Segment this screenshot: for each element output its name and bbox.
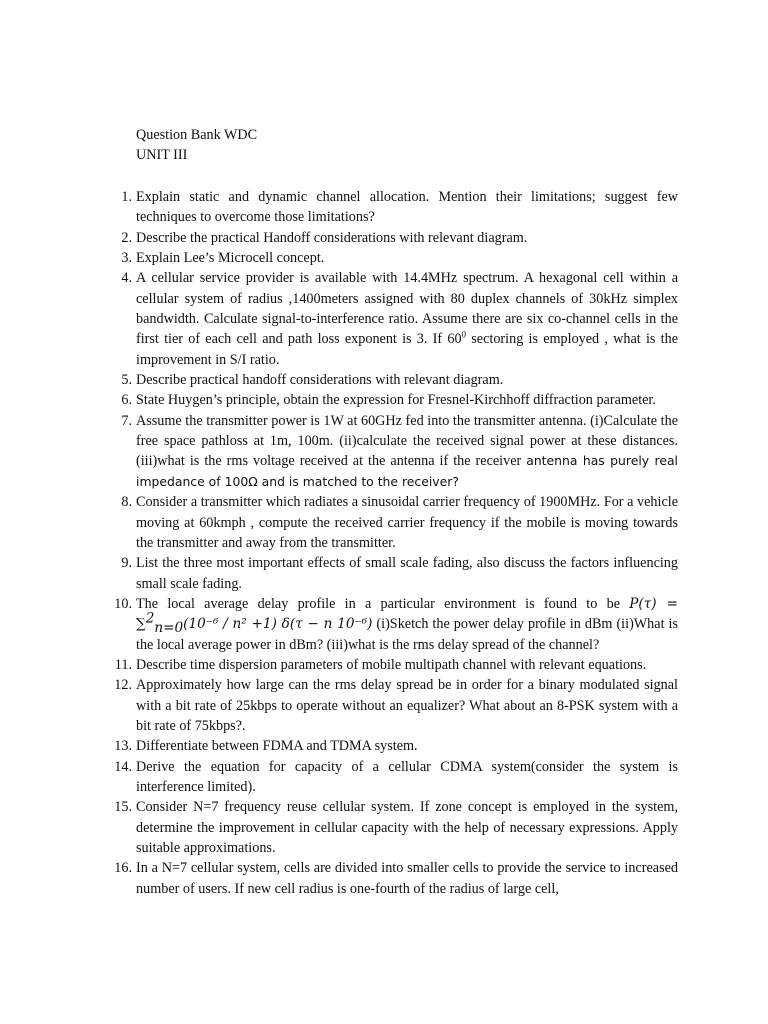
question-item-9 xyxy=(104,553,678,594)
question-text: A cellular service provider is available with 14.4MHz spectrum. A hexagonal cell within a cellular system of radius ,1400meters assigned with 80 duplex channels of 30kHz simplex bandwidth. Calculate signal-to-interference ratio. Assume there are six co-channel cells in the first tier of each cell and path loss exponent is 3. If 60 xyxy=(136,270,678,348)
question-text: In a N=7 cellular system, cells are divided into smaller cells to provide the service to increased number of users. If new cell radius is one-fourth of the radius of large cell, xyxy=(136,860,678,897)
question-item-16 xyxy=(104,858,678,899)
question-number: 11. xyxy=(114,656,132,673)
question-item-11 xyxy=(104,655,678,675)
degree-superscript: 0 xyxy=(461,329,467,340)
question-text: List the three most important effects of small scale fading, also discuss the factors influencing small scale fading. xyxy=(136,555,678,592)
question-item-5 xyxy=(104,370,678,390)
question-item-14 xyxy=(104,757,678,798)
question-item-4 xyxy=(104,268,678,370)
unit-heading: UNIT III xyxy=(136,147,188,163)
question-item-10 xyxy=(104,594,678,655)
question-text: State Huygen’s principle, obtain the expression for Fresnel-Kirchhoff diffraction parameter. xyxy=(136,392,656,409)
question-text-continued: antenna has purely real impedance of 100Ω and is matched to the receiver? xyxy=(136,453,678,489)
question-item-15 xyxy=(104,797,678,858)
question-number: 13. xyxy=(114,738,132,755)
equation-lhs: P(τ) = xyxy=(629,595,678,612)
question-text-continued: (i)Sketch the power delay profile in dBm (ii)What is the local average power in dBm? (iii)what is the rms delay spread of the channel? xyxy=(136,616,678,653)
question-item-8 xyxy=(104,492,678,553)
question-text: Describe practical handoff considerations with relevant diagram. xyxy=(136,372,504,389)
summation-lower-limit: n=0 xyxy=(154,620,184,637)
question-number: 5. xyxy=(121,372,132,389)
question-text: Approximately how large can the rms delay spread be in order for a binary modulated signal with a bit rate of 25kbps to operate without an equalizer? What about an 8-PSK system with a bit rate of 75kbps?. xyxy=(136,677,678,734)
question-text: The local average delay profile in a particular environment is found to be xyxy=(136,595,630,612)
question-text: Consider a transmitter which radiates a sinusoidal carrier frequency of 1900MHz. For a vehicle moving at 60kmph , compute the received carrier frequency if the mobile is moving towards the transmitter and away from the transmitter. xyxy=(136,494,678,551)
question-item-7 xyxy=(104,411,678,492)
question-text: Differentiate between FDMA and TDMA system. xyxy=(136,738,418,755)
question-text: Explain Lee’s Microcell concept. xyxy=(136,250,325,267)
question-text: Describe the practical Handoff considerations with relevant diagram. xyxy=(136,229,528,246)
question-number: 4. xyxy=(121,270,132,287)
question-item-12 xyxy=(104,675,678,736)
question-item-1 xyxy=(104,187,678,228)
question-text: Derive the equation for capacity of a cellular CDMA system(consider the system is interference limited). xyxy=(136,758,678,795)
summation-symbol: ∑ xyxy=(136,616,146,633)
question-number: 9. xyxy=(121,555,132,572)
equation-body: (10⁻⁶ / n² +1) δ(τ − n 10⁻⁶) xyxy=(183,616,373,633)
question-item-13 xyxy=(104,736,678,756)
question-item-2 xyxy=(104,228,678,248)
question-text: Describe time dispersion parameters of mobile multipath channel with relevant equations. xyxy=(136,656,647,673)
question-list xyxy=(104,187,678,899)
question-item-6 xyxy=(104,390,678,410)
question-number: 12. xyxy=(114,677,132,694)
question-text: Consider N=7 frequency reuse cellular system. If zone concept is employed in the system, determine the improvement in cellular capacity with the help of necessary expressions. Apply suitable approximations. xyxy=(136,799,678,856)
document-header xyxy=(136,125,257,165)
question-number: 10. xyxy=(114,595,132,612)
summation-upper-limit: 2 xyxy=(145,610,155,627)
question-number: 8. xyxy=(121,494,132,511)
question-number: 14. xyxy=(114,758,132,775)
question-number: 7. xyxy=(121,412,132,429)
question-text-continued: sectoring is employed , what is the improvement in S/I ratio. xyxy=(136,331,678,368)
question-number: 3. xyxy=(121,250,132,267)
question-item-3 xyxy=(104,248,678,268)
question-number: 16. xyxy=(114,860,132,877)
document-title: Question Bank WDC xyxy=(136,127,258,143)
question-number: 15. xyxy=(114,799,132,816)
question-number: 6. xyxy=(121,392,132,409)
question-number: 2. xyxy=(121,229,132,246)
question-number: 1. xyxy=(121,189,132,205)
question-text: Assume the transmitter power is 1W at 60GHz fed into the transmitter antenna. (i)Calculate the free space pathloss at 1m, 100m. (ii)calculate the received signal power at these distances.(iii)what is the rms voltage received at the antenna if the receiver xyxy=(136,412,678,470)
question-text: Explain static and dynamic channel allocation. Mention their limitations; suggest few techniques to overcome those limitations? xyxy=(136,189,678,226)
